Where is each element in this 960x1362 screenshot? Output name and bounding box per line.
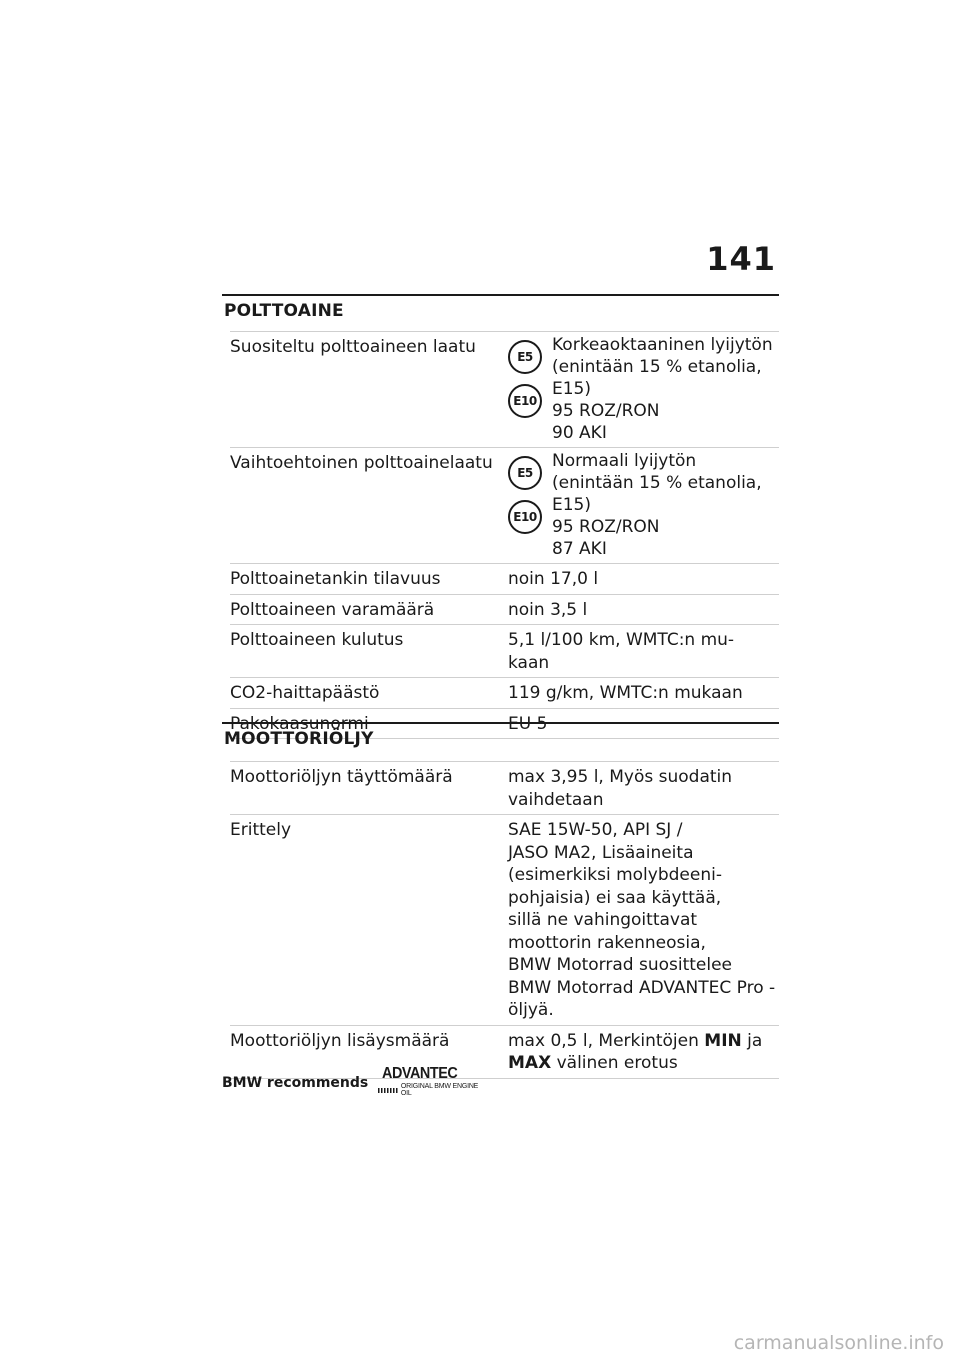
section-divider <box>222 722 779 724</box>
advantec-logo-word: ADVANTEC <box>382 1065 458 1082</box>
table-row <box>230 762 779 815</box>
oil-spec-table <box>230 761 779 1079</box>
fuel-line: 90 AKI <box>552 423 607 443</box>
spec-value: max 3,95 l, Myös suodatin vaihdetaan <box>508 767 733 810</box>
spec-label: CO2-haittapäästö <box>230 683 380 703</box>
fuel-line: 95 ROZ/RON <box>552 517 660 537</box>
recommends-text: BMW recommends <box>222 1075 369 1091</box>
spec-label: Moottoriöljyn lisäysmäärä <box>230 1030 450 1051</box>
table-row <box>230 332 779 448</box>
e5-fuel-icon: E5 <box>508 340 542 374</box>
fuel-line: 95 ROZ/RON <box>552 401 660 421</box>
max-marker: MAX <box>508 1053 552 1073</box>
fuel-line: (enintään 15 % etanolia, <box>552 473 762 493</box>
advantec-logo <box>378 1065 478 1097</box>
section-divider <box>222 294 779 296</box>
oil-section <box>222 722 779 1079</box>
value-text: välinen erotus <box>551 1053 678 1073</box>
spec-value: noin 3,5 l <box>508 599 588 620</box>
stripes-icon <box>378 1088 399 1093</box>
fuel-icons <box>508 450 552 560</box>
table-row <box>230 678 779 709</box>
fuel-description <box>552 334 779 444</box>
advantec-tagline: ORIGINAL BMW ENGINE OIL <box>400 1083 479 1097</box>
section-title-oil: MOOTTORIÖLJY <box>224 729 374 749</box>
fuel-spec-table <box>230 331 779 739</box>
spec-value <box>508 448 779 563</box>
spec-value: 5,1 l/100 km, WMTC:n mu- kaan <box>508 630 735 673</box>
spec-label: Polttoainetankin tilavuus <box>230 569 441 589</box>
e5-fuel-icon: E5 <box>508 456 542 490</box>
fuel-line: E15) <box>552 495 592 515</box>
table-row <box>230 815 779 1026</box>
spec-value: EU 5 <box>508 713 548 734</box>
spec-label: Polttoaineen kulutus <box>230 630 404 650</box>
table-row <box>230 564 779 595</box>
spec-label: Polttoaineen varamäärä <box>230 599 435 620</box>
spec-label: Suositeltu polttoaineen laatu <box>230 337 476 357</box>
spec-value <box>508 332 779 447</box>
min-marker: MIN <box>704 1030 742 1051</box>
page-number: 141 <box>706 240 776 278</box>
spec-value: noin 17,0 l <box>508 569 599 589</box>
spec-label: Vaihtoehtoinen polttoainelaatu <box>230 453 493 473</box>
fuel-description <box>552 450 779 560</box>
fuel-line: Normaali lyijytön <box>552 451 697 471</box>
spec-label: Pakokaasunormi <box>230 713 369 734</box>
fuel-icons <box>508 334 552 444</box>
fuel-line: Korkeaoktaaninen lyijytön <box>552 335 773 355</box>
table-row <box>230 448 779 564</box>
spec-label: Erittely <box>230 820 292 840</box>
watermark: carmanualsonline.info <box>733 1332 944 1354</box>
spec-value <box>508 1026 779 1078</box>
value-text: max 0,5 l, Merkintöjen <box>508 1030 705 1051</box>
e10-fuel-icon: E10 <box>508 500 542 534</box>
e10-fuel-icon: E10 <box>508 384 542 418</box>
spec-value: 119 g/km, WMTC:n mukaan <box>508 683 743 703</box>
table-row <box>230 625 779 678</box>
advantec-logo-sub <box>378 1083 478 1097</box>
fuel-line: E15) <box>552 379 592 399</box>
bmw-recommends <box>222 1065 478 1097</box>
value-text: ja <box>741 1030 763 1051</box>
section-title-fuel: POLTTOAINE <box>224 301 344 321</box>
fuel-section <box>222 294 779 739</box>
spec-value: SAE 15W-50, API SJ / JASO MA2, Lisäaineita (esimerkiksi molybdeeni- pohjaisia) ei saa käyttää, sillä ne vahingoittavat moottorin rakenneosia, BMW Motorrad suosittelee BMW Motorrad ADVANTEC Pro - öljyä. <box>508 820 776 1020</box>
table-row <box>230 595 779 626</box>
fuel-line: (enintään 15 % etanolia, <box>552 357 762 377</box>
fuel-line: 87 AKI <box>552 539 607 559</box>
spec-label: Moottoriöljyn täyttömäärä <box>230 767 453 787</box>
